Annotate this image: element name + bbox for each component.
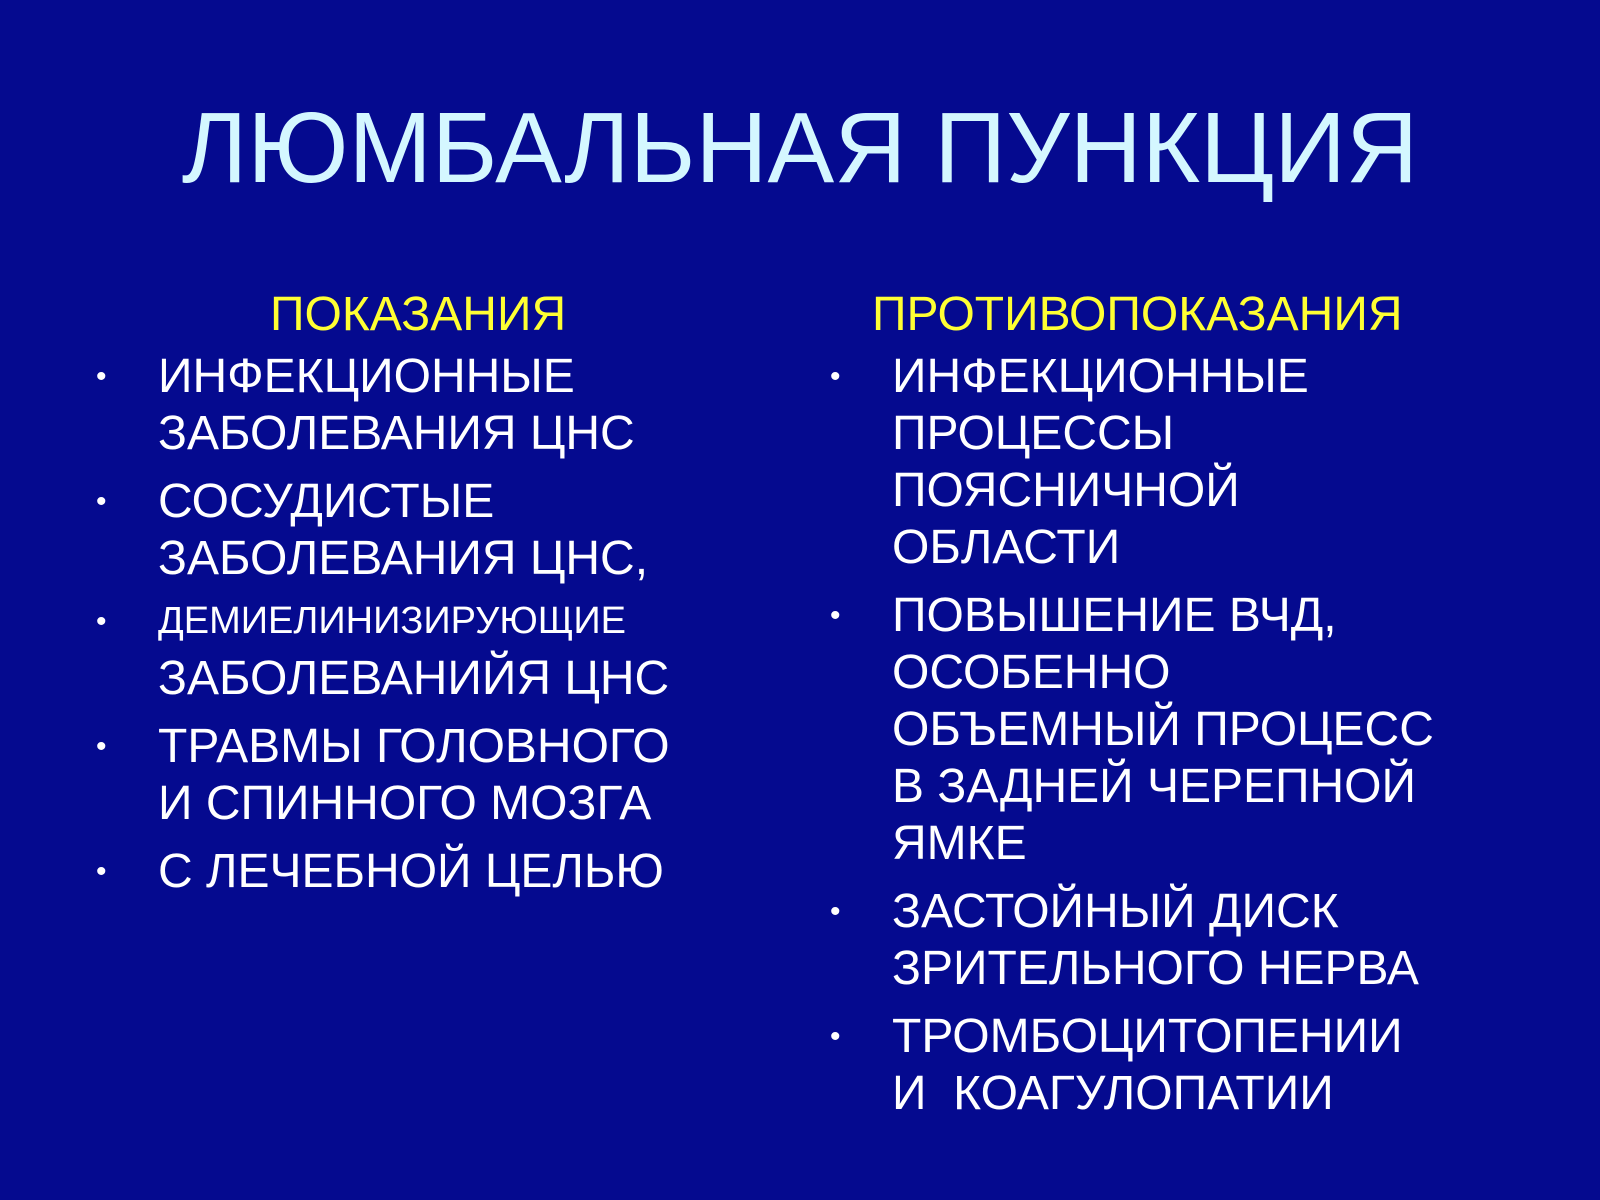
- list-item: [96, 473, 766, 587]
- bullet-icon: •: [830, 360, 841, 393]
- bullet-icon: •: [96, 485, 107, 518]
- bullet-icon: •: [830, 895, 841, 928]
- item-line: ИНФЕКЦИОННЫЕ: [892, 350, 1309, 403]
- item-line: ТРОМБОЦИТОПЕНИИ: [892, 1010, 1403, 1063]
- item-line: ПОВЫШЕНИЕ ВЧД,: [892, 589, 1337, 642]
- item-line: ОБЪЕМНЫЙ ПРОЦЕСС: [892, 703, 1434, 756]
- list-item: [830, 348, 1530, 576]
- contraindications-list: [830, 348, 1530, 1122]
- item-line: ЗАБОЛЕВАНИЙЯ ЦНС: [158, 652, 670, 705]
- item-line: ТРАВМЫ ГОЛОВНОГО: [158, 720, 670, 773]
- list-item: [830, 883, 1530, 997]
- item-line: С ЛЕЧЕБНОЙ ЦЕЛЬЮ: [158, 845, 664, 898]
- indications-heading: ПОКАЗАНИЯ: [270, 288, 567, 341]
- item-line: ПРОЦЕССЫ: [892, 407, 1175, 460]
- bullet-icon: •: [96, 605, 107, 638]
- item-line: ДЕМИЕЛИНИЗИРУЮЩИЕ: [158, 600, 626, 642]
- slide-title: ЛЮМБАЛЬНАЯ ПУНКЦИЯ: [181, 92, 1419, 204]
- list-item: [830, 587, 1530, 872]
- item-line: СОСУДИСТЫЕ: [158, 475, 495, 528]
- indications-column: [96, 286, 766, 911]
- item-line: ОБЛАСТИ: [892, 521, 1121, 574]
- list-item: [96, 593, 766, 707]
- item-line: ЗАБОЛЕВАНИЯ ЦНС: [158, 407, 635, 460]
- bullet-icon: •: [96, 360, 107, 393]
- item-line: ЯМКЕ: [892, 817, 1027, 870]
- list-item: [96, 843, 766, 900]
- item-line: ЗАСТОЙНЫЙ ДИСК: [892, 885, 1339, 938]
- item-line: ЗАБОЛЕВАНИЯ ЦНС,: [158, 532, 649, 585]
- bullet-icon: •: [830, 599, 841, 632]
- item-line: ЗРИТЕЛЬНОГО НЕРВА: [892, 942, 1419, 995]
- bullet-icon: •: [96, 855, 107, 888]
- list-item: [96, 718, 766, 832]
- item-line: ОСОБЕННО: [892, 646, 1171, 699]
- item-line: И СПИННОГО МОЗГА: [158, 777, 652, 830]
- contraindications-column: [830, 286, 1530, 1133]
- item-line: И КОАГУЛОПАТИИ: [892, 1067, 1334, 1120]
- bullet-icon: •: [830, 1020, 841, 1053]
- contraindications-heading: ПРОТИВОПОКАЗАНИЯ: [872, 288, 1403, 341]
- bullet-icon: •: [96, 730, 107, 763]
- item-line: ПОЯСНИЧНОЙ: [892, 464, 1240, 517]
- item-line: В ЗАДНЕЙ ЧЕРЕПНОЙ: [892, 760, 1417, 813]
- list-item: [96, 348, 766, 462]
- item-line: ИНФЕКЦИОННЫЕ: [158, 350, 575, 403]
- list-item: [830, 1008, 1530, 1122]
- indications-list: [96, 348, 766, 900]
